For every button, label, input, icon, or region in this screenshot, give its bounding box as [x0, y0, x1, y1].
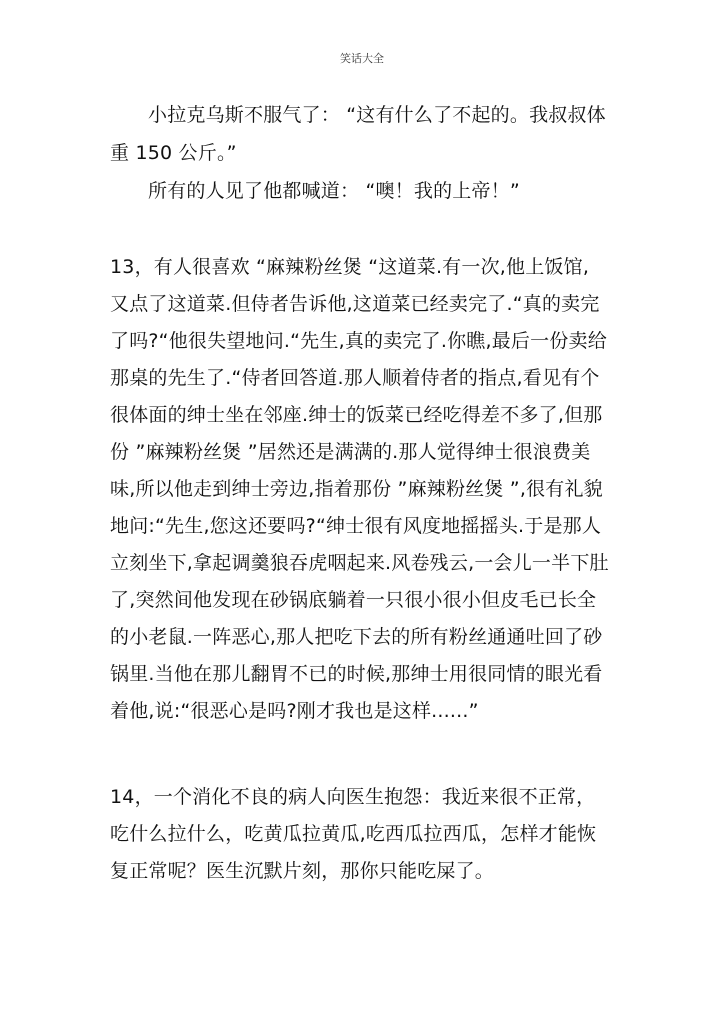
text-line: 立刻坐下,拿起调羹狼吞虎咽起来.风卷残云,一会儿一半下肚: [110, 552, 609, 574]
text-line: 的小老鼠.一阵恶心,那人把吃下去的所有粉丝通通吐回了砂: [110, 626, 603, 648]
text-line: 重 150 公斤。”: [110, 142, 237, 164]
text-line: 复正常呢？医生沉默片刻，那你只能吃屎了。: [110, 860, 495, 882]
text-line: 13，有人很喜欢 “麻辣粉丝煲 “这道菜.有一次,他上饭馆,: [110, 256, 590, 278]
text-line: 很体面的绅士坐在邻座.绅士的饭菜已经吃得差不多了,但那: [110, 404, 603, 426]
text-line: 那桌的先生了.“侍者回答道.那人顺着侍者的指点,看见有个: [110, 367, 600, 389]
text-line: 了吗?“他很失望地问.“先生,真的卖完了.你瞧,最后一份卖给: [110, 330, 607, 352]
text-line: 份 ”麻辣粉丝煲 ”居然还是满满的.那人觉得绅士很浪费美: [110, 441, 591, 463]
text-line: 锅里.当他在那儿翻胃不已的时候,那绅士用很同情的眼光看: [110, 663, 603, 685]
text-line: 吃什么拉什么，吃黄瓜拉黄瓜,吃西瓜拉西瓜，怎样才能恢: [110, 823, 597, 845]
text-line: 14，一个消化不良的病人向医生抱怨：我近来很不正常，: [110, 786, 596, 808]
text-line: 着他,说:“很恶心是吗?刚才我也是这样......”: [110, 700, 479, 722]
page-header: 笑话大全: [340, 52, 384, 65]
text-line: 所有的人见了他都喊道： “噢！我的上帝！”: [148, 180, 520, 202]
text-line: 小拉克乌斯不服气了： “这有什么了不起的。我叔叔体: [148, 104, 606, 126]
text-line: 了,突然间他发现在砂锅底躺着一只很小很小但皮毛已长全: [110, 589, 597, 611]
text-line: 味,所以他走到绅士旁边,指着那份 ”麻辣粉丝煲 ”,很有礼貌: [110, 478, 603, 500]
text-line: 又点了这道菜.但侍者告诉他,这道菜已经卖完了.“真的卖完: [110, 293, 600, 315]
text-line: 地问:“先生,您这还要吗?“绅士很有风度地摇摇头.于是那人: [110, 515, 602, 537]
